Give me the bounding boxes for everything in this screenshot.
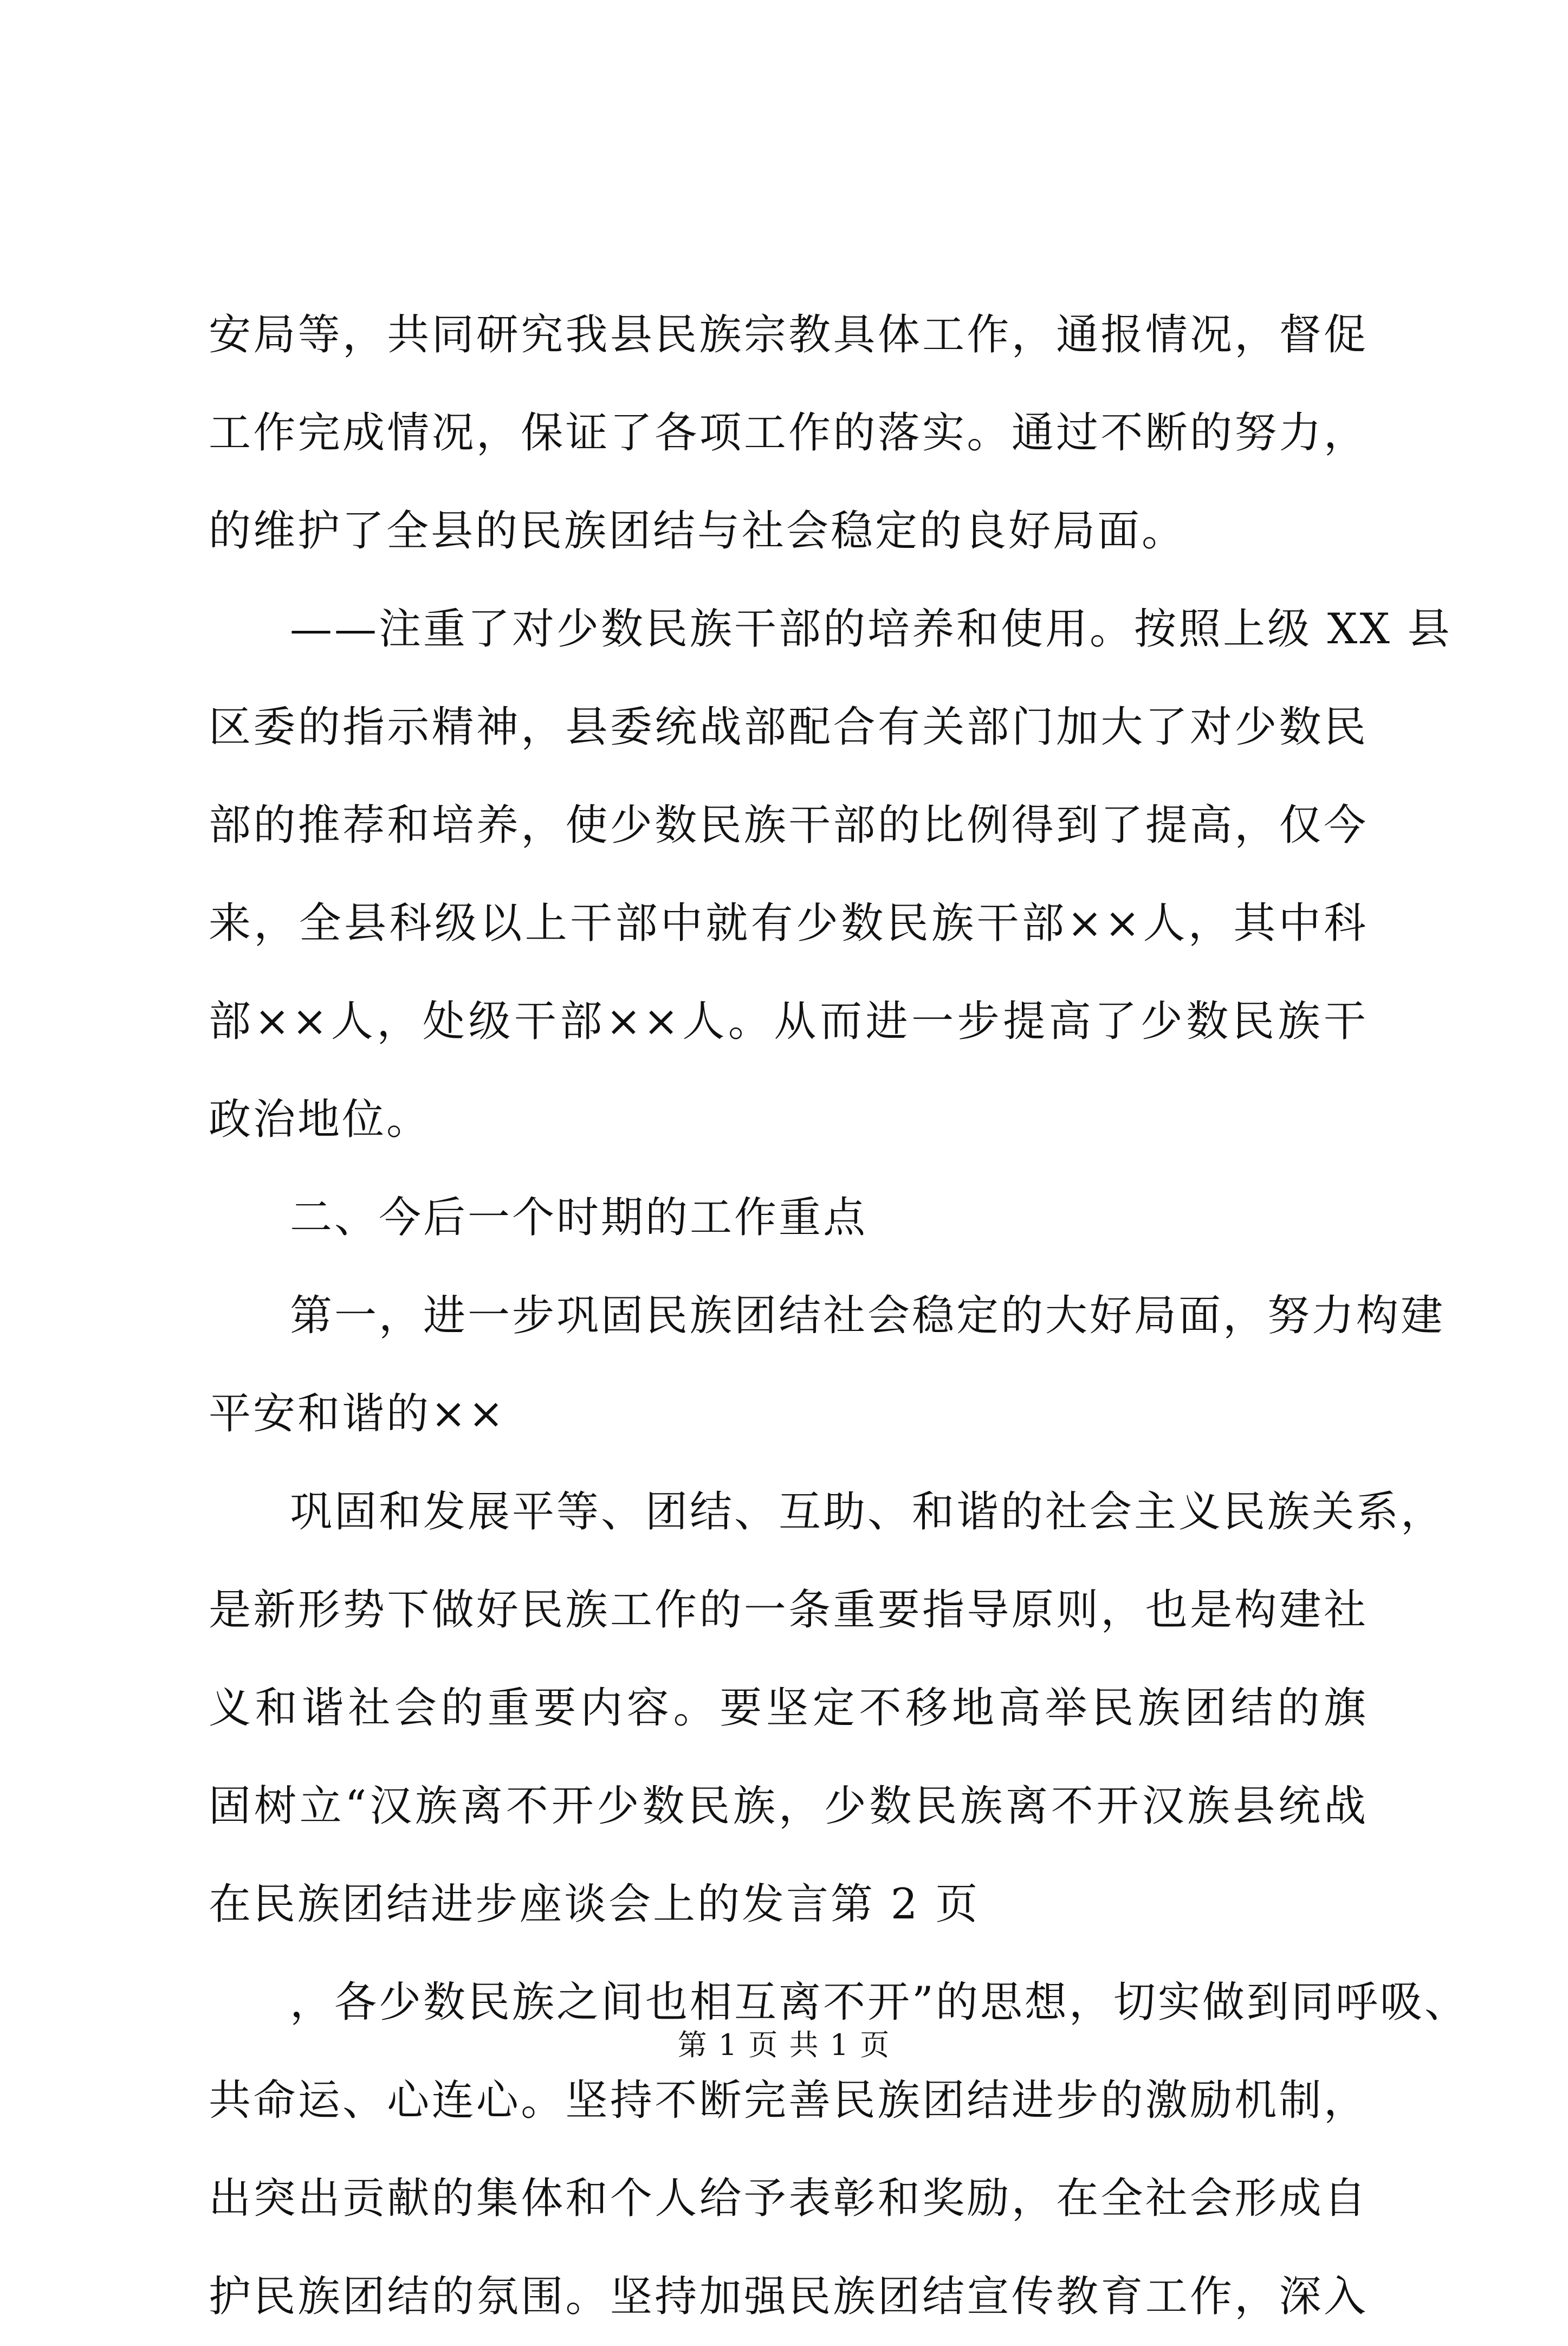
text-line: ，各少数民族之间也相互离不开”的思想，切实做到同呼吸、 xyxy=(290,1978,1469,2027)
text-line: 第一，进一步巩固民族团结社会稳定的大好局面，努力构建 xyxy=(290,1291,1446,1340)
text-line: 义和谐社会的重要内容。要坚定不移地高举民族团结的旗 xyxy=(209,1684,1368,1733)
text-line: 固树立“汉族离不开少数民族，少数民族离不开汉族县统战 xyxy=(209,1782,1368,1831)
text-line: 出突出贡献的集体和个人给予表彰和奖励，在全社会形成自 xyxy=(209,2174,1368,2223)
text-line: 巩固和发展平等、团结、互助、和谐的社会主义民族关系， xyxy=(290,1488,1446,1536)
text-line: 护民族团结的氛围。坚持加强民族团结宣传教育工作，深入 xyxy=(209,2272,1368,2321)
text-line: 在民族团结进步座谈会上的发言第 2 页 xyxy=(209,1880,980,1929)
section-heading: 二、今后一个时期的工作重点 xyxy=(290,1193,868,1242)
text-line: 部的推荐和培养，使少数民族干部的比例得到了提高，仅今 xyxy=(209,801,1368,850)
text-line: 共命运、心连心。坚持不断完善民族团结进步的激励机制， xyxy=(209,2076,1368,2125)
text-line: 安局等，共同研究我县民族宗教具体工作，通报情况，督促 xyxy=(209,311,1368,359)
text-line: 工作完成情况，保证了各项工作的落实。通过不断的努力， xyxy=(209,409,1368,457)
text-line: 来，全县科级以上干部中就有少数民族干部××人，其中科 xyxy=(209,899,1368,948)
text-line: 区委的指示精神，县委统战部配合有关部门加大了对少数民 xyxy=(209,703,1368,752)
page-number: 第 1 页 共 1 页 xyxy=(677,2028,891,2062)
text-line: ——注重了对少数民族干部的培养和使用。按照上级 XX 县 xyxy=(290,605,1452,654)
text-line: 部××人，处级干部××人。从而进一步提高了少数民族干 xyxy=(209,997,1368,1046)
text-line: 平安和谐的×× xyxy=(209,1389,506,1438)
text-line: 的维护了全县的民族团结与社会稳定的良好局面。 xyxy=(209,507,1187,555)
text-line: 是新形势下做好民族工作的一条重要指导原则，也是构建社 xyxy=(209,1586,1368,1634)
page-footer xyxy=(0,2024,1568,2067)
text-line: 政治地位。 xyxy=(209,1095,431,1144)
